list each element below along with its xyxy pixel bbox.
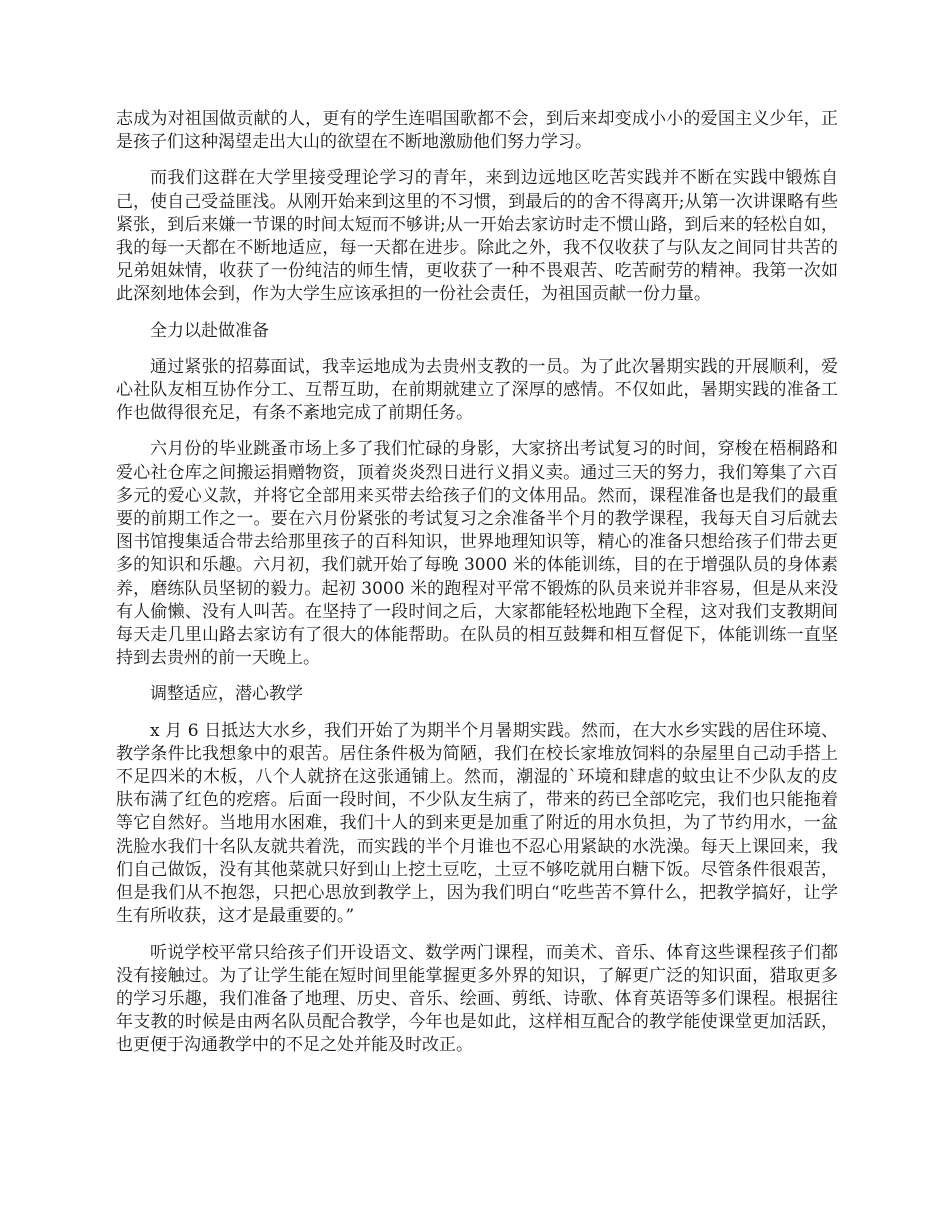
section-heading-teaching: 调整适应，潜心教学	[150, 684, 303, 705]
paragraph-training: 六月份的毕业跳蚤市场上多了我们忙碌的身影，大家挤出考试复习的时间，穿梭在梧桐路和爱心社仓库之间搬运捐赠物资，顶着炎炎烈日进行义捐义卖。通过三天的努力，我们筹集了六百多元的爱心义款，并将它全部用来买带去给孩子们的文体用品。然而，课程准备也是我们的最重要的前期工作之一。要在六月份紧张的考试复习之余准备半个月的教学课程，我每天自习后就去图书馆搜集适合带去给那里孩子的百科知识，世界地理知识等，精心的准备只想给孩子们带去更多的知识和乐趣。六月初，我们就开始了每晚 3000 米的体能训练，目的在于增强队员的身体素养，磨练队员坚韧的毅力。起初 3000 米的跑程对平常不锻炼的队员来说并非容易，但是从来没有人偷懒、没有人叫苦。在坚持了一段时间之后，大家都能轻松地跑下全程，这对我们支教期间每天走几里山路去家访有了很大的体能帮助。在队员的相互鼓舞和相互督促下，体能训练一直坚持到去贵州的前一天晚上。	[116, 439, 838, 669]
paragraph-reflection: 而我们这群在大学里接受理论学习的青年，来到边远地区吃苦实践并不断在实践中锻炼自己，使自己受益匪浅。从刚开始来到这里的不习惯，到最后的的舍不得离开;从第一次讲课略有些紧张，到后来嫌一节课的时间太短而不够讲;从一开始去家访时走不惯山路，到后来的轻松自如，我的每一天都在不断地适应，每一天都在进步。除此之外，我不仅收获了与队友之间同甘共苦的兄弟姐妹情，收获了一份纯洁的师生情，更收获了一种不畏艰苦、吃苦耐劳的精神。我第一次如此深刻地体会到，作为大学生应该承担的一份社会责任，为祖国贡献一份力量。	[116, 168, 838, 305]
section-heading-preparation: 全力以赴做准备	[150, 320, 269, 341]
paragraph-arrival: x 月 6 日抵达大水乡，我们开始了为期半个月暑期实践。然而，在大水乡实践的居住环境、教学条件比我想象中的艰苦。居住条件极为简陋，我们在校长家堆放饲料的杂屋里自己动手搭上不足四米的木板，八个人就挤在这张通铺上。然而，潮湿的`环境和肆虐的蚊虫让不少队友的皮肤布满了红色的疙瘩。后面一段时间，不少队友生病了，带来的药已全部吃完，我们也只能拖着等它自然好。当地用水困难，我们十人的到来更是加重了附近的用水负担，为了节约用水，一盆洗脸水我们十名队友就共着洗，而实践的半个月谁也不忍心用紧缺的水洗澡。每天上课回来，我们自己做饭，没有其他菜就只好到山上挖土豆吃，土豆不够吃就用白糖下饭。尽管条件很艰苦，但是我们从不抱怨，只把心思放到教学上，因为我们明白“吃些苦不算什么，把教学搞好，让学生有所收获，这才是最重要的。”	[116, 720, 838, 927]
paragraph-continuation: 志成为对祖国做贡献的人，更有的学生连唱国歌都不会，到后来却变成小小的爱国主义少年，正是孩子们这种渴望走出大山的欲望在不断地激励他们努力学习。	[116, 109, 838, 153]
document-page	[116, 108, 838, 1071]
paragraph-recruitment: 通过紧张的招募面试，我幸运地成为去贵州支教的一员。为了此次暑期实践的开展顺利，爱心社队友相互协作分工、互帮互助，在前期就建立了深厚的感情。不仅如此，暑期实践的准备工作也做得很充足，有条不紊地完成了前期任务。	[116, 356, 838, 424]
paragraph-curriculum: 听说学校平常只给孩子们开设语文、数学两门课程，而美术、音乐、体育这些课程孩子们都没有接触过。为了让学生能在短时间里能掌握更多外界的知识，了解更广泛的知识面，猎取更多的学习乐趣，我们准备了地理、历史、音乐、绘画、剪纸、诗歌、体育英语等多们课程。根据往年支教的时候是由两名队员配合教学，今年也是如此，这样相互配合的教学能使课堂更加活跃，也更便于沟通教学中的不足之处并能及时改正。	[116, 942, 838, 1056]
